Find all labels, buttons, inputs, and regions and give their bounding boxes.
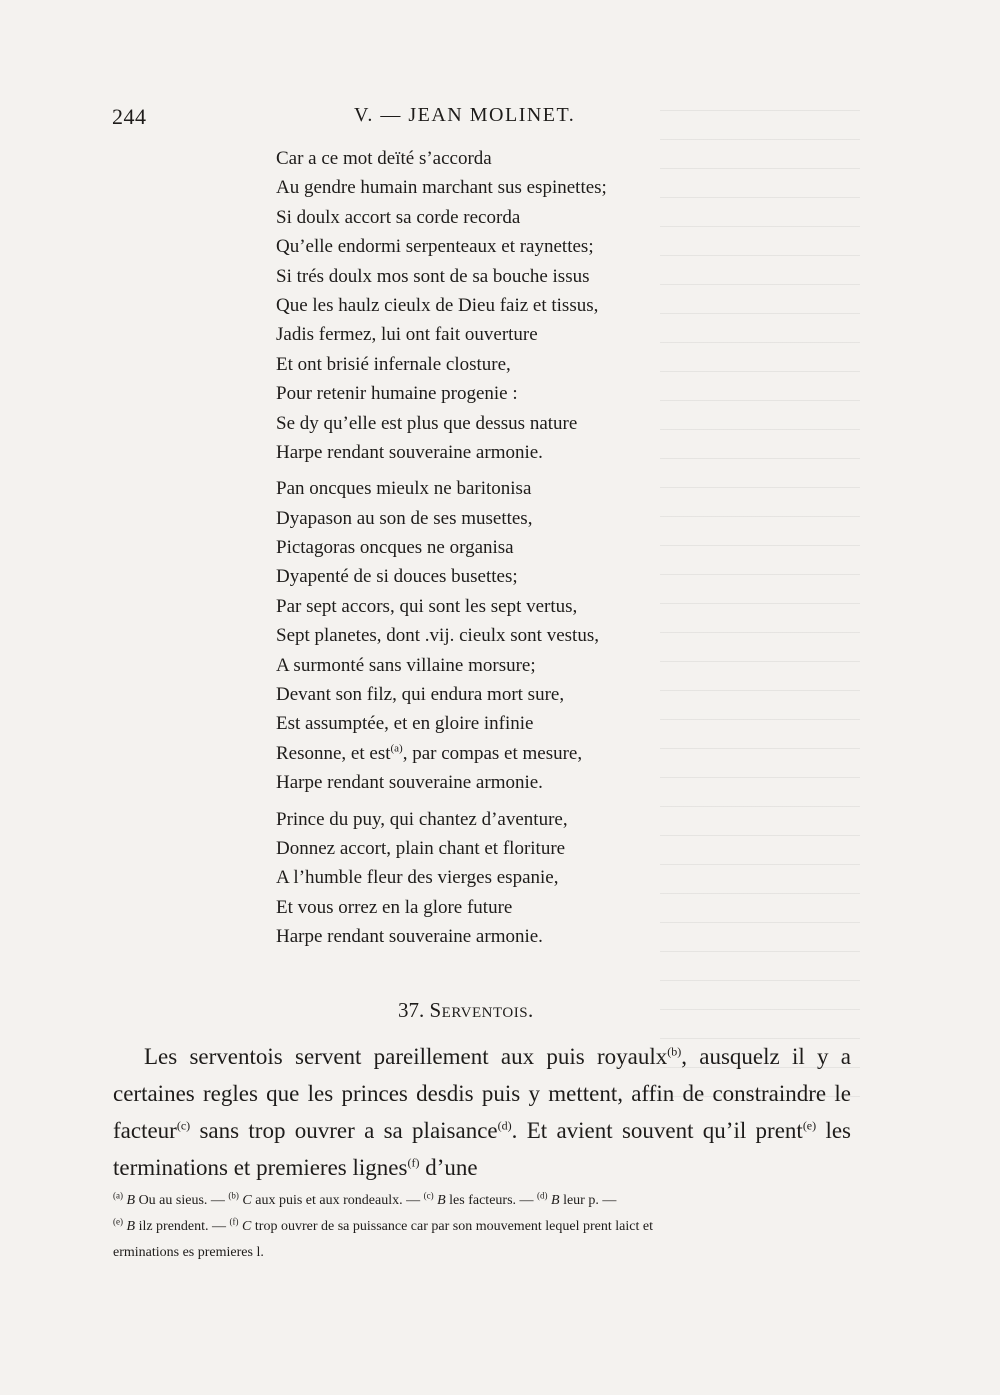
poem-line: Est assumptée, et en gloire infinie [276,713,534,735]
footnote-marker: (b) [228,1190,239,1201]
poem-line: Pour retenir humaine progenie : [276,383,518,405]
footnote-text: leur p. — [559,1193,617,1208]
manuscript-siglum: B [126,1193,136,1208]
section-number: 37. [398,998,425,1022]
poem-line: Par sept accors, qui sont les sept vertus, [276,595,578,617]
note-ref-e: (e) [802,1118,817,1133]
stanza-1 [276,144,696,467]
poem-line-with-note [276,739,696,768]
prose-text: , ausquelz il y a certaines regles que les princes desdis puis y mettent, affin de constraindre le facteur [113,1044,851,1143]
poem-line: Si trés doulx mos sont de sa bouche issus [276,265,590,287]
poem-line: Pictagoras oncques ne organisa [276,537,514,559]
poem-line-text: Resonne, et est [276,742,391,764]
stanza-2 [276,474,696,797]
footnote-text: Ou au sieus. — [135,1193,229,1208]
footnote-text: ilz prendent. — [135,1219,230,1234]
running-head: V. — JEAN MOLINET. [354,104,576,126]
poem-line: Au gendre humain marchant sus espinettes; [276,177,607,199]
prose-text: les terminations et premieres lignes [113,1118,851,1180]
poem-line-text: , par compas et mesure, [402,742,583,764]
footnote-text: aux puis et aux rondeaulx. — [251,1193,424,1208]
prose-text: . Et avient souvent qu’il prent [511,1118,803,1143]
manuscript-siglum: B [551,1193,560,1208]
note-ref-f: (f) [407,1155,420,1170]
poem-line: Et vous orrez en la glore future [276,896,513,918]
prose-text: Les serventois servent pareillement aux puis royaulx [144,1044,668,1069]
footnote-line [113,1188,851,1214]
prose-text: sans trop ouvrer a sa plaisance [190,1118,498,1143]
note-ref-c: (c) [176,1118,191,1133]
poem-line: Dyapenté de si douces busettes; [276,566,518,588]
poem-line: Sept planetes, dont .vij. cieulx sont vestus, [276,625,599,647]
note-ref-d: (d) [497,1118,512,1133]
poem [276,144,696,959]
poem-line: Jadis fermez, lui ont fait ouverture [276,324,538,346]
paragraph-text [113,1038,851,1186]
poem-line: Si doulx accort sa corde recorda [276,206,521,228]
poem-line: Prince du puy, qui chantez d’aventure, [276,808,568,830]
footnote-marker: (e) [113,1216,123,1227]
section-title: Serventois. [429,998,534,1022]
poem-line: Car a ce mot deïté s’accorda [276,148,492,169]
poem-line: Que les haulz cieulx de Dieu faiz et tissus, [276,294,599,316]
poem-line: Devant son filz, qui endura mort sure, [276,684,565,706]
poem-refrain: Harpe rendant souveraine armonie. [276,772,543,794]
manuscript-siglum: B [126,1219,136,1234]
footnote-marker: (a) [113,1190,123,1201]
poem-line: Se dy qu’elle est plus que dessus nature [276,412,578,434]
poem-line: Et ont brisié infernale closture, [276,353,511,375]
footnote-line [113,1214,851,1240]
manuscript-siglum: C [242,1193,252,1208]
poem-line: Qu’elle endormi serpenteaux et raynettes; [276,236,594,258]
footnote-marker: (f) [229,1216,239,1227]
footnote-marker: (d) [537,1190,548,1201]
footnote-text: les facteurs. — [445,1193,538,1208]
poem-line: A surmonté sans villaine morsure; [276,654,536,676]
footnote-line: erminations es premieres l. [113,1245,264,1260]
body-paragraph [113,1038,851,1186]
poem-line: A l’humble fleur des vierges espanie, [276,867,559,889]
manuscript-siglum: C [242,1219,252,1234]
note-ref-a: (a) [390,742,403,755]
footnotes [113,1188,851,1266]
manuscript-siglum: B [437,1193,446,1208]
poem-line: Pan oncques mieulx ne baritonisa [276,478,532,500]
prose-text: d’une [419,1155,478,1180]
envoi [276,805,696,952]
poem-refrain: Harpe rendant souveraine armonie. [276,441,543,463]
footnote-text: trop ouvrer de sa puissance car par son mouvement lequel prent laict et [251,1219,653,1234]
page-number: 244 [112,104,147,129]
note-ref-b: (b) [667,1044,682,1059]
poem-line: Donnez accort, plain chant et floriture [276,837,566,859]
poem-line: Dyapason au son de ses musettes, [276,507,533,529]
section-heading [398,998,534,1023]
footnote-marker: (c) [423,1190,434,1201]
poem-refrain: Harpe rendant souveraine armonie. [276,926,543,948]
